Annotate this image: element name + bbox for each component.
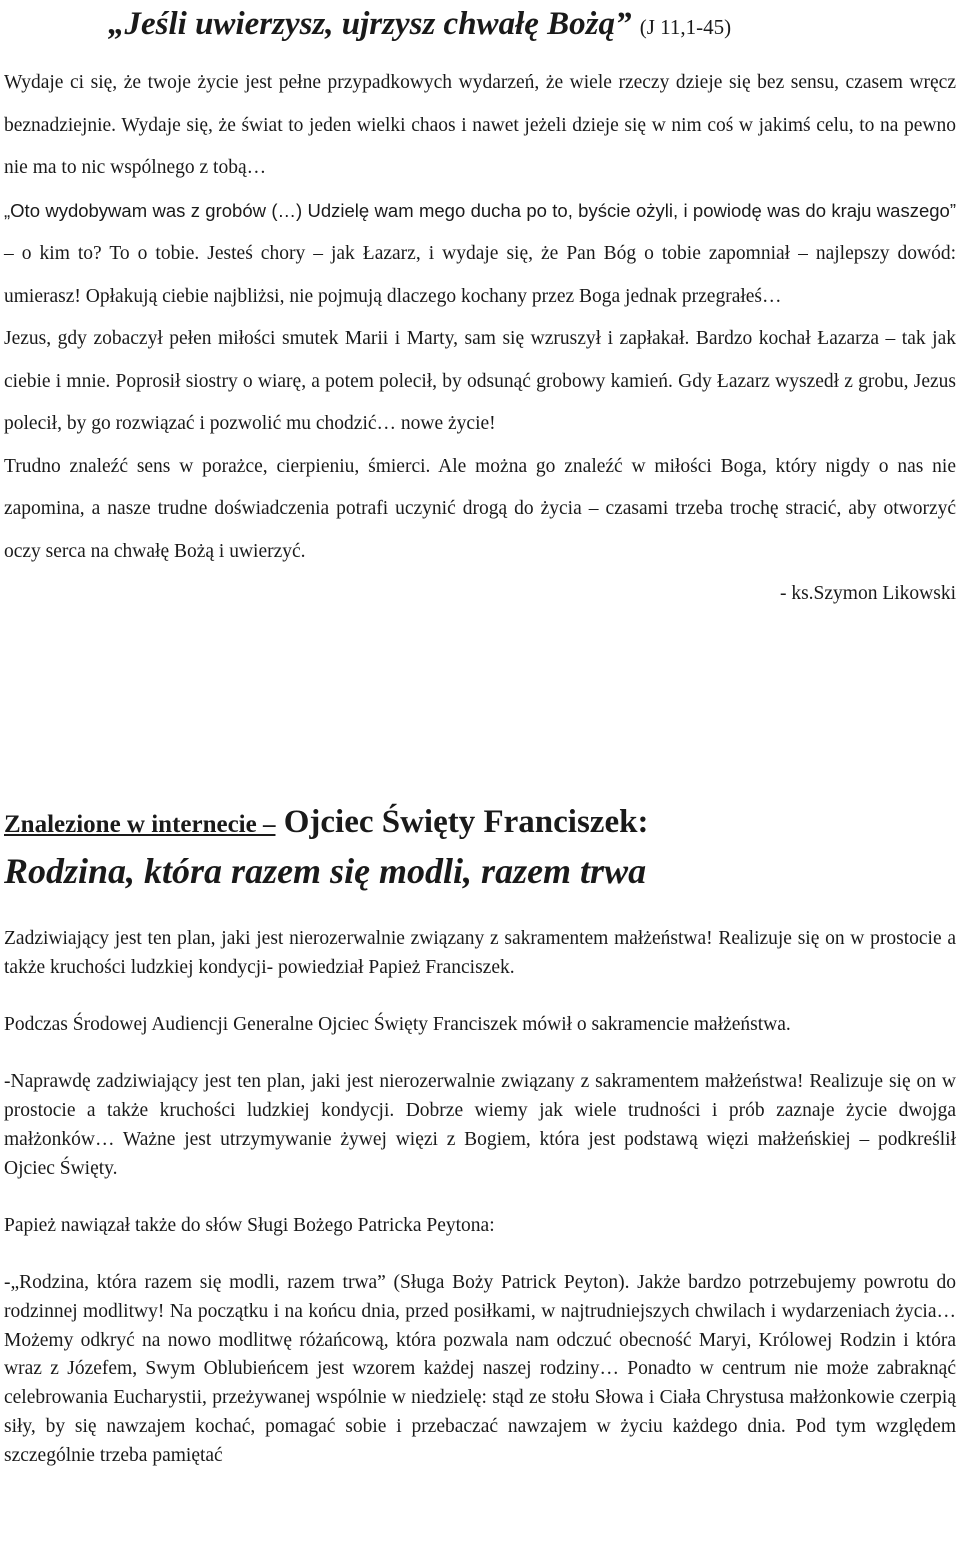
- article-2-header: [4, 800, 956, 847]
- article-1-paragraph-3: Jezus, gdy zobaczył pełen miłości smutek Marii i Marty, sam się wzruszył i zapłakał. Bardzo kochał Łazarza – tak jak ciebie i mnie. Poprosił siostry o wiarę, a potem polecił, by odsunąć grobowy kamień. Gdy Łazarz wyszedł z grobu, Jezus polecił, by go rozwiązać i pozwolić mu chodzić… nowe życie!: [4, 328, 956, 434]
- bible-reference: (J 11,1-45): [639, 15, 732, 39]
- scripture-quote: „Oto wydobywam was z grobów (…) Udzielę wam mego ducha po to, byście ożyli, i powiodę was do kraju waszego”: [4, 199, 956, 221]
- article-1-intro: Wydaje ci się, że twoje życie jest pełne przypadkowych wydarzeń, że wiele rzeczy dzieje się bez sensu, czasem wręcz beznadziejnie. Wydaje się, że świat to jeden wielki chaos i nawet jeżeli dzieje się w nim coś w jakimś celu, to na pewno nie ma to nic wspólnego z tobą…: [4, 72, 956, 178]
- article-2-paragraph: Zadziwiający jest ten plan, jaki jest nierozerwalnie związany z sakramentem małżeństwa! Realizuje się on w prostocie a także kruchości ludzkiej kondycji- powiedział Papież Franciszek.: [4, 928, 956, 978]
- article-2-paragraph: Papież nawiązał także do słów Sługi Bożego Patricka Peytona:: [4, 1214, 495, 1236]
- article-1-title-text: „Jeśli uwierzysz, ujrzysz chwałę Bożą”: [108, 6, 632, 42]
- article-2-title: Rodzina, która razem się modli, razem trwa: [4, 851, 647, 891]
- article-1-title: [108, 4, 731, 47]
- article-2-paragraph: Podczas Środowej Audiencji Generalne Ojciec Święty Franciszek mówił o sakramencie małżeństwa.: [4, 1014, 791, 1036]
- article-2-paragraph: -Naprawdę zadziwiający jest ten plan, jaki jest nierozerwalnie związany z sakramentem małżeństwa! Realizuje się on w prostocie a także kruchości ludzkiej kondycji. Dobrze wiemy jak wiele trudności i prób zaznaje życie dwojga małżonków… Ważne jest utrzymywanie żywej więzi z Bogiem, która jest podstawą więzi małżeńskiej – podkreślił Ojciec Święty.: [4, 1071, 956, 1179]
- article-2-body: [4, 925, 956, 1470]
- article-1-paragraph-2: [4, 190, 956, 319]
- article-1-paragraph-2-text: – o kim to? To o tobie. Jesteś chory – jak Łazarz, i wydaje się, że Pan Bóg o tobie zapomniał – najlepszy dowód: umierasz! Opłakują ciebie najbliżsi, nie pojmują dlaczego kochany przez Boga jednak przegrałeś…: [4, 243, 956, 307]
- article-2: [4, 800, 956, 1499]
- article-1-body: [4, 62, 956, 616]
- article-1-paragraph-4: Trudno znaleźć sens w porażce, cierpieniu, śmierci. Ale można go znaleźć w miłości Boga, który nigdy o nas nie zapomina, a nasze trudne doświadczenia potrafi uczynić drogą do życia – czasami trzeba trochę stracić, aby otworzyć oczy serca na chwałę Bożą i uwierzyć.: [4, 455, 956, 562]
- article-1-signature: - ks.Szymon Likowski: [779, 583, 956, 604]
- article-2-kicker: Znalezione w internecie –: [4, 811, 276, 838]
- article-2-paragraph: -„Rodzina, która razem się modli, razem trwa” (Sługa Boży Patrick Peyton). Jakże bardzo potrzebujemy powrotu do rodzinnej modlitwy! Na początku i na końcu dnia, przed posiłkami, w najtrudniejszych chwilach i wydarzeniach życia… Możemy odkryć na nowo modlitwę różańcową, która pozwala nam odczuć obecność Maryi, Królowej Rodzin i która wraz z Józefem, Swym Oblubieńcem jest wzorem każdej naszej rodziny… Ponadto w centrum nie może zabraknąć celebrowania Eucharystii, przeżywanej wspólnie w niedzielę: stąd ze stołu Słowa i Ciała Chrystusa małżonkowie czerpią siły, by się nawzajem kochać, pomagać sobie i przebaczać nawzajem w życiu każdego dnia. Pod tym względem szczególnie trzeba pamiętać: [4, 1272, 956, 1466]
- article-2-source: Ojciec Święty Franciszek:: [283, 804, 649, 840]
